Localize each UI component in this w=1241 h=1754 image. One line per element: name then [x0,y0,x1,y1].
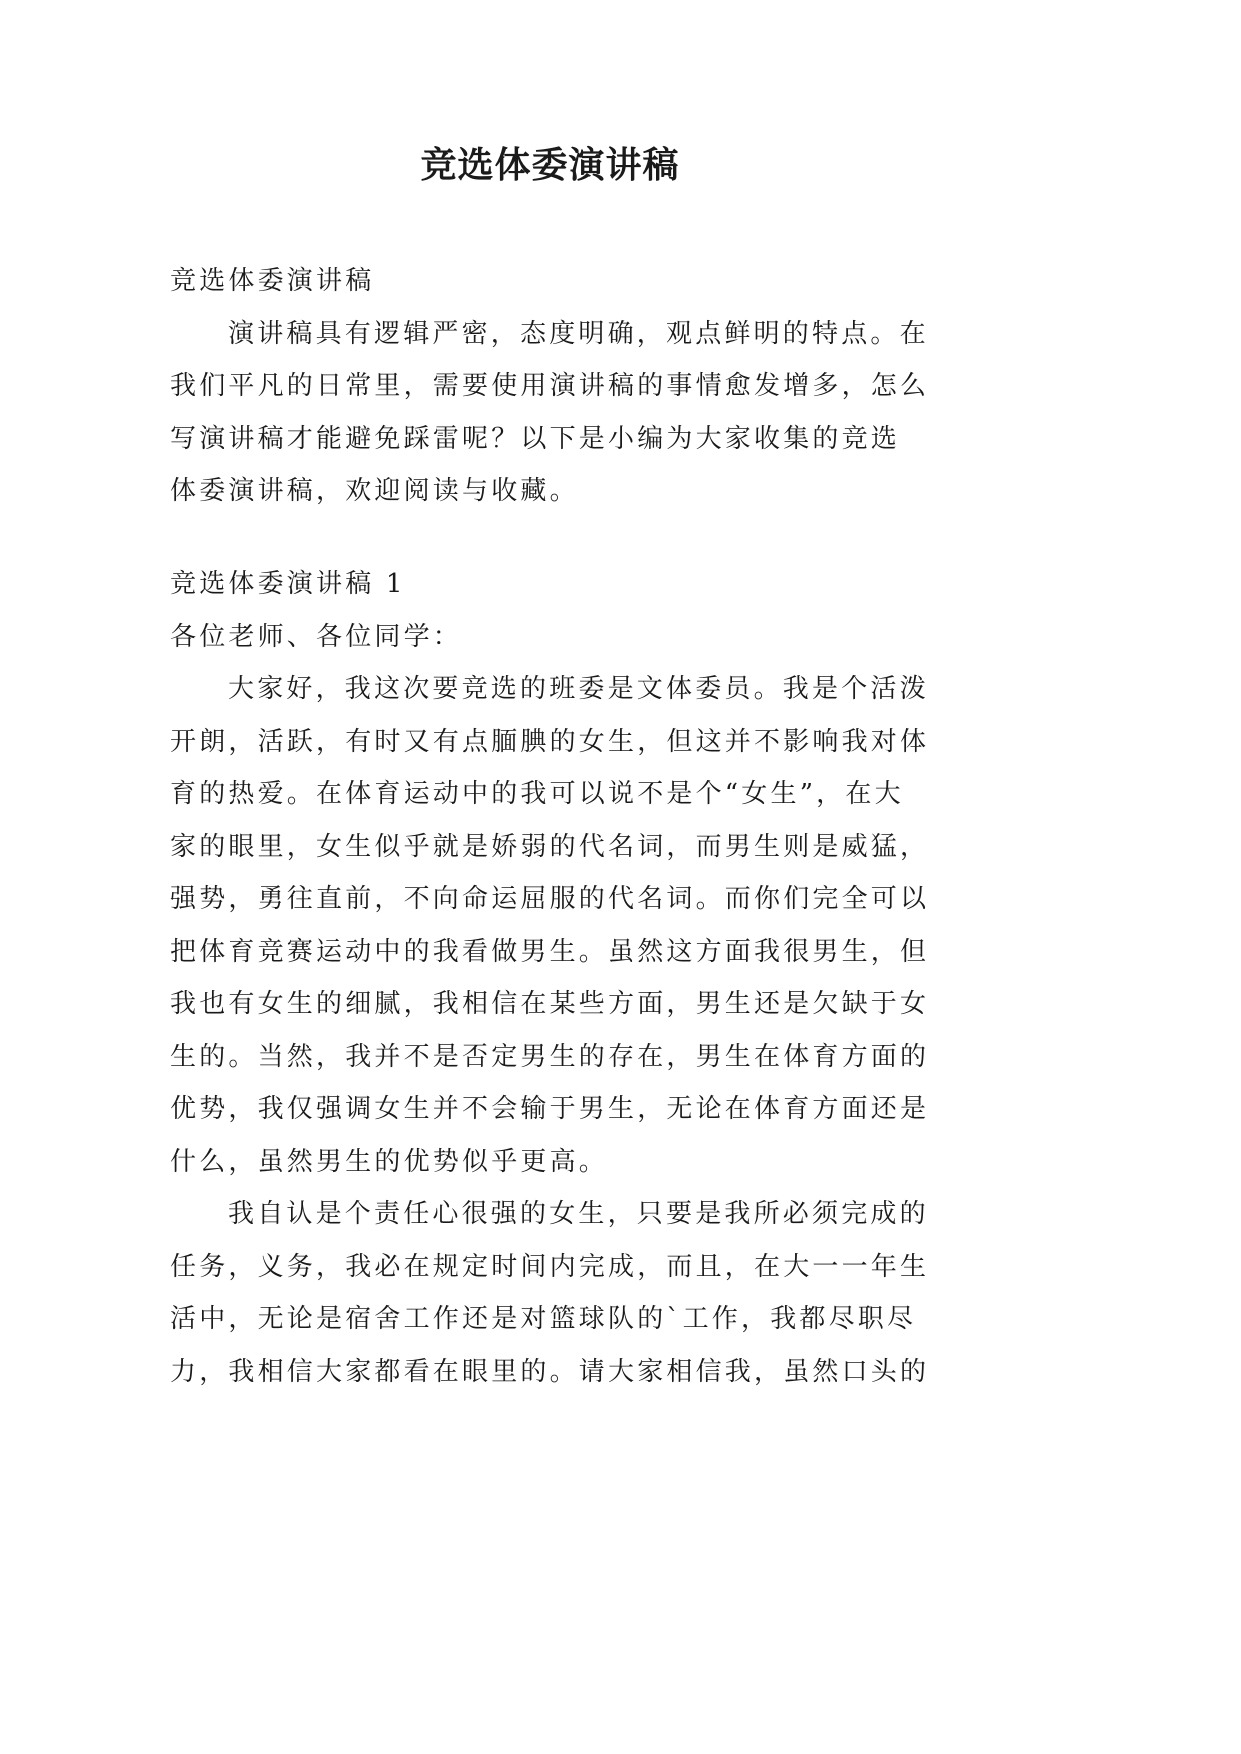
paragraph-line: 力，我相信大家都看在眼里的。请大家相信我，虽然口头的 [170,1356,930,1387]
paragraph-line: 什么，虽然男生的优势似乎更高。 [170,1146,609,1177]
speech-block [170,558,945,1398]
paragraph-line: 活中，无论是宿舍工作还是对篮球队的`工作，我都尽职尽 [170,1304,917,1334]
intro-line: 体委演讲稿，欢迎阅读与收藏。 [170,476,579,506]
paragraph-line: 育的热爱。在体育运动中的我可以说不是个“女生”，在大 [170,779,904,809]
paragraph-line: 家的眼里，女生似乎就是娇弱的代名词，而男生则是威猛， [170,831,930,862]
paragraph-line: 优势，我仅强调女生并不会输于男生，无论在体育方面还是 [170,1094,930,1124]
intro-line: 演讲稿具有逻辑严密，态度明确，观点鲜明的特点。在 [228,318,929,349]
intro-block [170,255,945,518]
paragraph-line: 生的。当然，我并不是否定男生的存在，男生在体育方面的 [170,1041,930,1072]
paragraph-line: 把体育竞赛运动中的我看做男生。虽然这方面我很男生，但 [170,936,930,967]
paragraph-line: 我也有女生的细腻，我相信在某些方面，男生还是欠缺于女 [170,989,930,1019]
section-heading: 竞选体委演讲稿 1 [170,569,406,599]
paragraph-line: 大家好，我这次要竞选的班委是文体委员。我是个活泼 [228,674,929,704]
intro-heading: 竞选体委演讲稿 [170,266,375,296]
document-title: 竞选体委演讲稿 [420,144,680,186]
paragraph-line: 强势，勇往直前，不向命运屈服的代名词。而你们完全可以 [170,884,930,914]
intro-line: 我们平凡的日常里，需要使用演讲稿的事情愈发增多，怎么 [170,371,930,401]
paragraph-line: 我自认是个责任心很强的女生，只要是我所必须完成的 [228,1199,929,1229]
paragraph-line: 任务，义务，我必在规定时间内完成，而且，在大一一年生 [170,1251,930,1282]
intro-line: 写演讲稿才能避免踩雷呢？以下是小编为大家收集的竞选 [170,423,901,454]
paragraph-line: 开朗，活跃，有时又有点腼腆的女生，但这并不影响我对体 [170,726,930,757]
salutation: 各位老师、各位同学： [170,621,463,652]
